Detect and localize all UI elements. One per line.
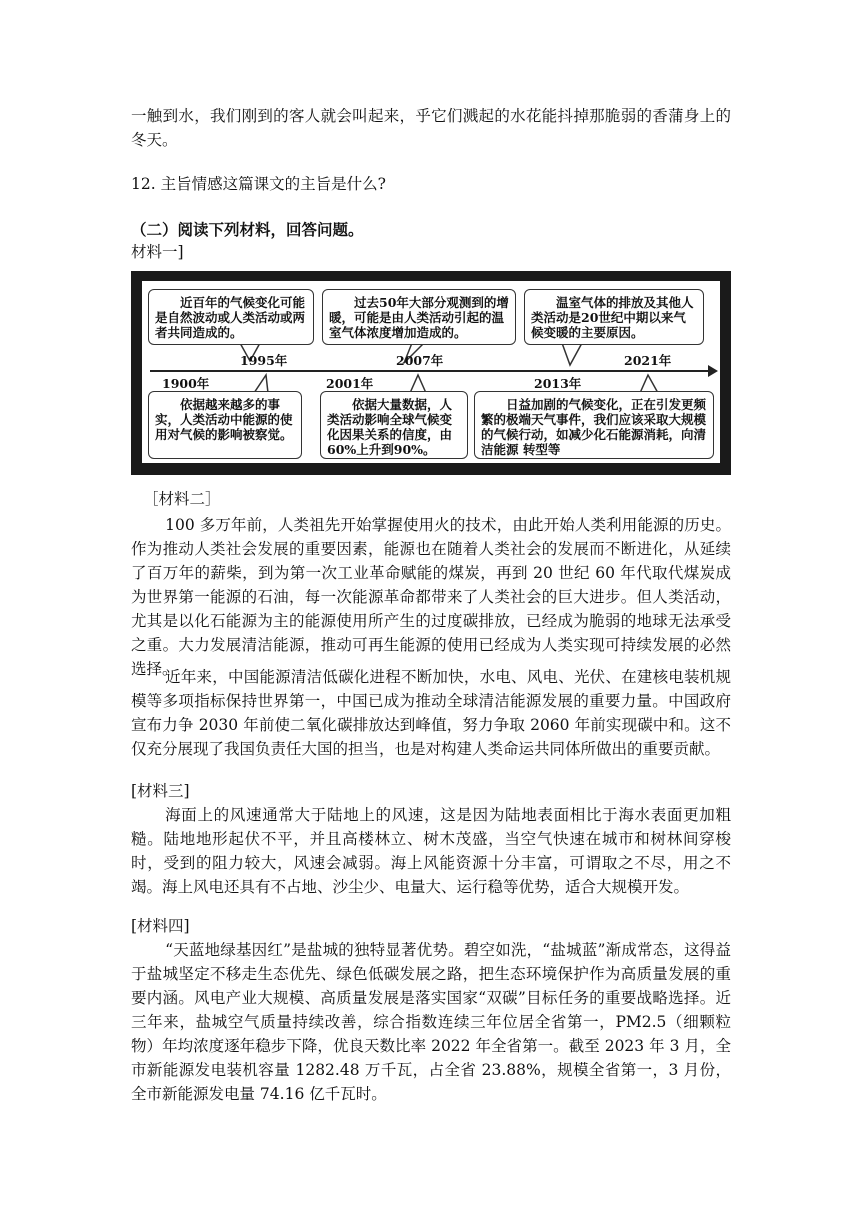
- year-label: 2007年: [396, 353, 444, 368]
- section-title: （二）阅读下列材料，回答问题。: [131, 220, 364, 239]
- material1-label: 材料一]: [131, 243, 184, 261]
- year-label: 1900年: [162, 376, 210, 391]
- timeline-bottom-box-1: 依据越来越多的事实，人类活动中能源的使用对气候的影响被察觉。: [148, 391, 302, 459]
- year-label: 1995年: [240, 353, 288, 368]
- timeline-top-box-2: 过去50年大部分观测到的增暖，可能是由人类活动引起的温室气体浓度增加造成的。: [322, 289, 516, 345]
- passage-end: 一触到水，我们刚到的客人就会叫起来，乎它们溅起的水花能抖掉那脆弱的香蒲身上的冬天。: [131, 107, 731, 149]
- material2-label: ［材料二］: [143, 490, 221, 508]
- material2-paragraph-2: 近年来，中国能源清洁低碳化进程不断加快，水电、风电、光伏、在建核电装机规模等多项指标保持世界第一，中国已成为推动全球清洁能源发展的重要力量。中国政府宣布力争 2030 年前使二氧化碳排放达到峰值，努力争取 2060 年前实现碳中和。这不仅充分展现了我国负责任大国的担当，也是对构建人类命运共同体所做出的重要贡献。: [131, 668, 731, 758]
- timeline-top-box-1: 近百年的气候变化可能是自然波动或人类活动或两者共同造成的。: [148, 289, 314, 345]
- material3-label: [材料三]: [131, 782, 190, 800]
- timeline-bottom-box-3: 日益加剧的气候变化，正在引发更频繁的极端天气事件，我们应该采取大规模的气候行动，如减少化石能源消耗，向清洁能源 转型等: [474, 391, 714, 459]
- year-label: 2021年: [624, 353, 672, 368]
- timeline-arrow-icon: [708, 365, 718, 377]
- material4-label: [材料四]: [131, 917, 190, 935]
- material3-paragraph: 海面上的风速通常大于陆地上的风速，这是因为陆地表面相比于海水表面更加粗糙。陆地地形起伏不平，并且高楼林立、树木茂盛，当空气快速在城市和树林间穿梭时，受到的阻力较大，风速会减弱。海上风能资源十分丰富，可谓取之不尽，用之不竭。海上风电还具有不占地、沙尘少、电量大、运行稳等优势，适合大规模开发。: [131, 806, 731, 896]
- year-label: 2001年: [326, 376, 374, 391]
- timeline-axis: [150, 370, 710, 372]
- year-label: 2013年: [534, 376, 582, 391]
- material4-paragraph: “天蓝地绿基因红”是盐城的独特显著优势。碧空如洗，“盐城蓝”渐成常态，这得益于盐城坚定不移走生态优先、绿色低碳发展之路，把生态环境保护作为高质量发展的重要内涵。风电产业大规模、高质量发展是落实国家“双碳”目标任务的重要战略选择。近三年来，盐城空气质量持续改善，综合指数连续三年位居全省第一，PM2.5（细颗粒物）年均浓度逐年稳步下降，优良天数比率 2022 年全省第一。截至 2023 年 3 月，全市新能源发电装机容量 1282.48 万千瓦，占全省 23.88%，规模全省第一，3 月份，全市新能源发电量 74.16 亿千瓦时。: [131, 941, 731, 1103]
- timeline-canvas: [142, 281, 720, 463]
- material2-paragraph-1: 100 多万年前，人类祖先开始掌握使用火的技术，由此开始人类利用能源的历史。作为推动人类社会发展的重要因素，能源也在随着人类社会的发展而不断进化，从延续了百万年的薪柴，到为第一次工业革命赋能的煤炭，再到 20 世纪 60 年代取代煤炭成为世界第一能源的石油，每一次能源革命都带来了人类社会的巨大进步。但人类活动，尤其是以化石能源为主的能源使用所产生的过度碳排放，已经成为脆弱的地球无法承受之重。大力发展清洁能源，推动可再生能源的使用已经成为人类实现可持续发展的必然选择。: [131, 516, 731, 678]
- timeline-figure: [131, 271, 731, 475]
- question-12: 12. 主旨情感这篇课文的主旨是什么?: [131, 175, 386, 193]
- timeline-top-box-3: 温室气体的排放及其他人类活动是20世纪中期以来气候变暖的主要原因。: [524, 289, 704, 345]
- timeline-bottom-box-2: 依据大量数据，人类活动影响全球气候变化因果关系的信度，由60%上升到90%。: [320, 391, 468, 459]
